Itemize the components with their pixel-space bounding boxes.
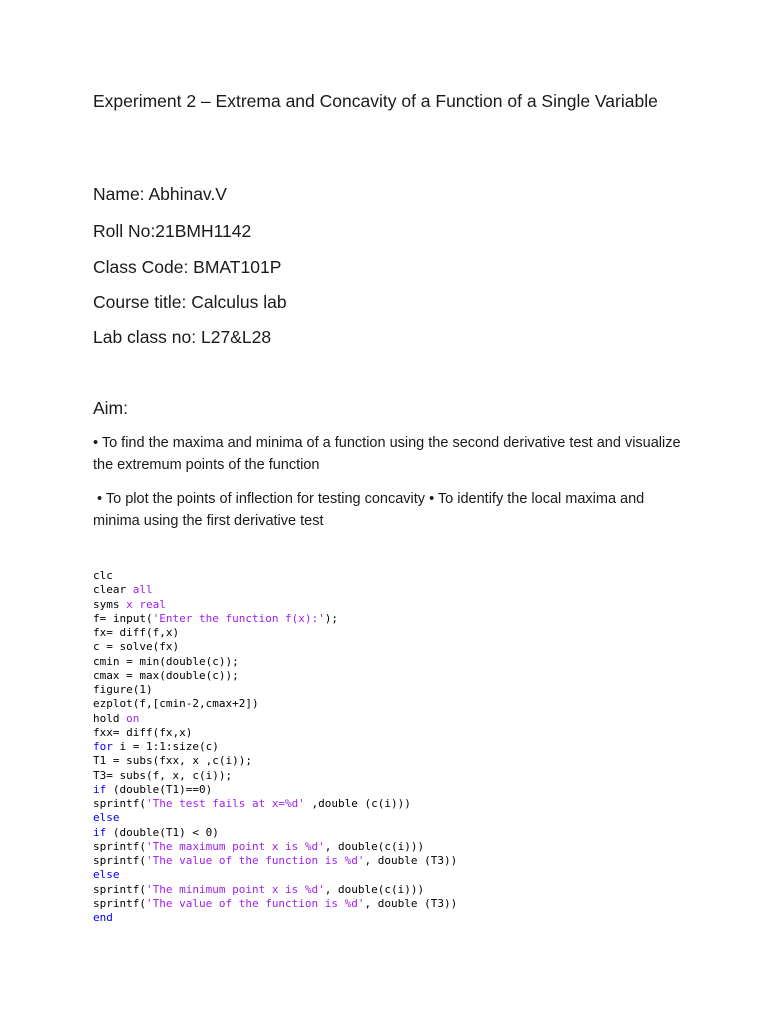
roll-number: Roll No:21BMH1142 bbox=[93, 221, 252, 241]
code-text: syms bbox=[93, 597, 127, 611]
code-text: clc bbox=[93, 569, 113, 582]
code-keyword: if bbox=[93, 825, 107, 839]
aim-point: • To plot the points of inflection for testing concavity • To identify the local maxima and minima using the first derivative test bbox=[93, 491, 649, 529]
code-line bbox=[93, 826, 457, 840]
code-line bbox=[93, 897, 457, 911]
code-text: , double(c(i))) bbox=[324, 839, 425, 853]
code-text: fx= diff(f,x) bbox=[93, 626, 180, 639]
course-title: Course title: Calculus lab bbox=[93, 292, 287, 312]
code-text: ); bbox=[324, 611, 339, 625]
code-line bbox=[93, 583, 457, 597]
code-keyword: else bbox=[93, 868, 120, 882]
code-text: , double(c(i))) bbox=[324, 882, 425, 896]
code-text: fxx= diff(fx,x) bbox=[93, 725, 193, 739]
code-line bbox=[93, 726, 457, 740]
code-line bbox=[93, 612, 457, 626]
code-text: sprintf( bbox=[93, 797, 146, 810]
code-line bbox=[93, 598, 457, 612]
code-line bbox=[93, 797, 457, 811]
document-title: Experiment 2 – Extrema and Concavity of a Function of a Single Variable bbox=[93, 91, 658, 111]
code-text: ezplot(f,[cmin-2,cmax+2]) bbox=[93, 697, 259, 711]
code-text: sprintf( bbox=[93, 882, 146, 896]
lab-class-number: Lab class no: L27&L28 bbox=[93, 327, 272, 347]
code-text: hold bbox=[93, 711, 127, 725]
class-code: Class Code: BMAT101P bbox=[93, 257, 282, 277]
code-text: (double(T1)==0) bbox=[106, 782, 213, 796]
code-line bbox=[93, 868, 457, 882]
code-text: figure(1) bbox=[93, 683, 153, 696]
aim-point: • To find the maxima and minima of a function using the second derivative test and visualize the extremum points of the function bbox=[93, 435, 681, 473]
code-text: sprintf( bbox=[93, 854, 146, 867]
code-line bbox=[93, 854, 457, 868]
code-string: 'Enter the function f(x):' bbox=[152, 611, 325, 625]
code-text: T1 = subs(fxx, x ,c(i)); bbox=[93, 754, 252, 768]
code-string: x real bbox=[126, 597, 166, 611]
code-text: ,double (c(i))) bbox=[304, 797, 411, 810]
code-line bbox=[93, 911, 457, 925]
code-line bbox=[93, 640, 457, 654]
aim-heading: Aim: bbox=[93, 398, 128, 418]
code-text: clear bbox=[93, 583, 133, 597]
code-line bbox=[93, 669, 457, 683]
code-text: sprintf( bbox=[93, 896, 146, 910]
code-line bbox=[93, 754, 457, 768]
code-string: 'The value of the function is %d' bbox=[145, 896, 365, 910]
code-text: , double (T3)) bbox=[364, 896, 458, 910]
code-string: 'The test fails at x=%d' bbox=[145, 797, 305, 810]
code-line bbox=[93, 783, 457, 797]
code-line bbox=[93, 811, 457, 825]
code-line bbox=[93, 840, 457, 854]
code-keyword: for bbox=[93, 740, 113, 753]
code-string: 'The value of the function is %d' bbox=[145, 854, 365, 867]
code-string: all bbox=[132, 583, 153, 597]
code-line bbox=[93, 697, 457, 711]
code-text: , double (T3)) bbox=[364, 854, 458, 867]
code-text: (double(T1) < 0) bbox=[106, 825, 219, 839]
code-line bbox=[93, 883, 457, 897]
code-text: cmax = max(double(c)); bbox=[93, 668, 239, 682]
student-name: Name: Abhinav.V bbox=[93, 184, 227, 204]
code-keyword: else bbox=[93, 811, 120, 825]
code-string: on bbox=[126, 711, 140, 725]
code-line bbox=[93, 569, 457, 583]
code-line bbox=[93, 740, 457, 754]
code-block bbox=[93, 569, 457, 925]
code-line bbox=[93, 683, 457, 697]
code-string: 'The minimum point x is %d' bbox=[145, 882, 325, 896]
code-text: cmin = min(double(c)); bbox=[93, 654, 239, 668]
code-text: sprintf( bbox=[93, 839, 146, 853]
code-line bbox=[93, 712, 457, 726]
code-text: c = solve(fx) bbox=[93, 640, 180, 654]
code-line bbox=[93, 769, 457, 783]
code-text: i = 1:1:size(c) bbox=[112, 740, 219, 753]
code-text: f= input( bbox=[93, 611, 153, 625]
code-line bbox=[93, 626, 457, 640]
code-line bbox=[93, 655, 457, 669]
code-keyword: end bbox=[93, 911, 113, 924]
code-string: 'The maximum point x is %d' bbox=[145, 839, 325, 853]
code-text: T3= subs(f, x, c(i)); bbox=[93, 768, 233, 782]
code-keyword: if bbox=[93, 782, 107, 796]
